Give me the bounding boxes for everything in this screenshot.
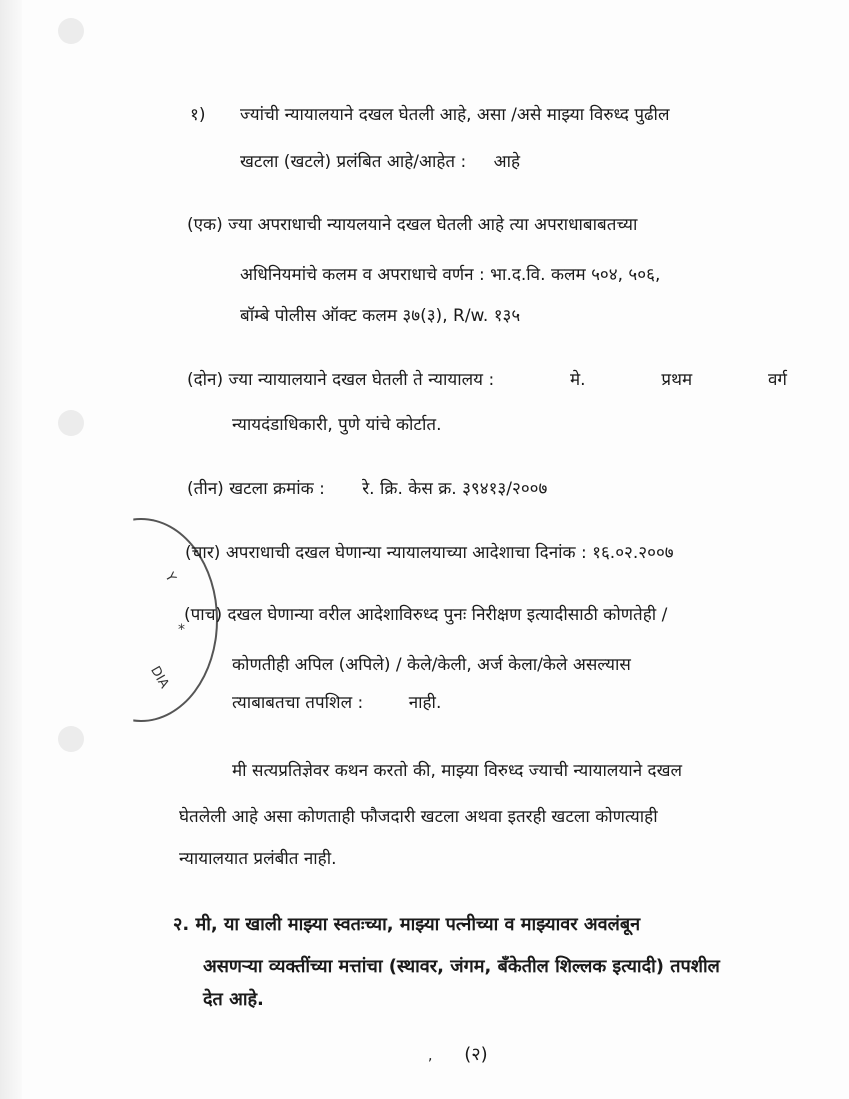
seal-text: Y: [161, 570, 179, 585]
sub-don-word: प्रथम: [661, 370, 693, 390]
item-1-label: खटला (खटले) प्रलंबित आहे/आहेत :: [240, 152, 467, 172]
sub-ek-line-b: अधिनियमांचे कलम व अपराधाचे वर्णन : भा.द.वि. कलम ५०४, ५०६,: [240, 265, 661, 285]
punch-hole: [58, 726, 84, 752]
sub-paach-label: त्याबाबतचा तपशिल :: [232, 693, 364, 713]
case-number: रे. क्रि. केस क्र. ३९४१३/२००७: [362, 479, 548, 499]
punch-hole: [58, 18, 84, 44]
sub-don-label: (दोन) ज्या न्यायालयाने दखल घेतली ते न्यायालय :: [187, 370, 495, 390]
section-2-line-a: २. मी, या खाली माझ्या स्वतःच्या, माझ्या पत्नीच्या व माझ्यावर अवलंबून: [173, 914, 641, 935]
sub-paach-value: नाही.: [408, 693, 442, 713]
page-number: (२): [464, 1044, 488, 1065]
sub-don-line-a: [187, 369, 787, 391]
sub-paach-line-b: कोणतीही अपिल (अपिले) / केले/केली, अर्ज केला/केले असल्यास: [232, 655, 631, 675]
item-1-number: १): [190, 105, 206, 125]
sub-ek-line-a: (एक) ज्या अपराधाची न्यायलयाने दखल घेतली आहे त्या अपराधाबाबतच्या: [187, 215, 638, 235]
section-2-line-c: देत आहे.: [203, 989, 264, 1010]
sub-don-line-b: न्यायदंडाधिकारी, पुणे यांचे कोर्टात.: [232, 415, 442, 435]
page-edge-shadow: [0, 0, 22, 1099]
sub-teen-line: [187, 478, 547, 500]
item-1-line-a: ज्यांची न्यायालयाने दखल घेतली आहे, असा /असे माझ्या विरुध्द पुढील: [240, 105, 670, 125]
sub-don-word: वर्ग: [767, 370, 787, 390]
sub-paach-line-c: [232, 692, 441, 714]
section-2-line-b: असणऱ्या व्यक्तींच्या मत्तांचा (स्थावर, जंगम, बँकेतील शिल्लक इत्यादी) तपशील: [203, 956, 720, 977]
sub-paach-line-a: (पाच) दखल घेणान्या वरील आदेशाविरुध्द पुनः निरीक्षण इत्यादीसाठी कोणतेही /: [184, 605, 668, 625]
sub-char-line: (चार) अपराधाची दखल घेणान्या न्यायालयाच्या आदेशाचा दिनांक : १६.०२.२००७: [185, 543, 674, 563]
page-mark: ,: [428, 1048, 433, 1064]
punch-hole: [58, 410, 84, 436]
seal-text: DIA: [147, 663, 172, 692]
declaration-line-b: घेतलेली आहे असा कोणताही फौजदारी खटला अथवा इतरही खटला कोणत्याही: [179, 807, 658, 827]
declaration-line-c: न्यायालयात प्रलंबीत नाही.: [179, 849, 337, 869]
seal-star: *: [178, 622, 185, 638]
page-footer: [428, 1042, 488, 1066]
sub-ek-line-c: बॉम्बे पोलीस ऑक्ट कलम ३७(३), R/w. १३५: [240, 306, 521, 326]
item-1-value: आहे: [493, 152, 521, 172]
sub-teen-label: (तीन) खटला क्रमांक :: [187, 479, 325, 499]
sub-don-word: मे.: [570, 370, 586, 390]
item-1-line-b: [240, 151, 520, 173]
declaration-line-a: मी सत्यप्रतिज्ञेवर कथन करतो की, माझ्या विरुध्द ज्याची न्यायालयाने दखल: [232, 761, 683, 781]
